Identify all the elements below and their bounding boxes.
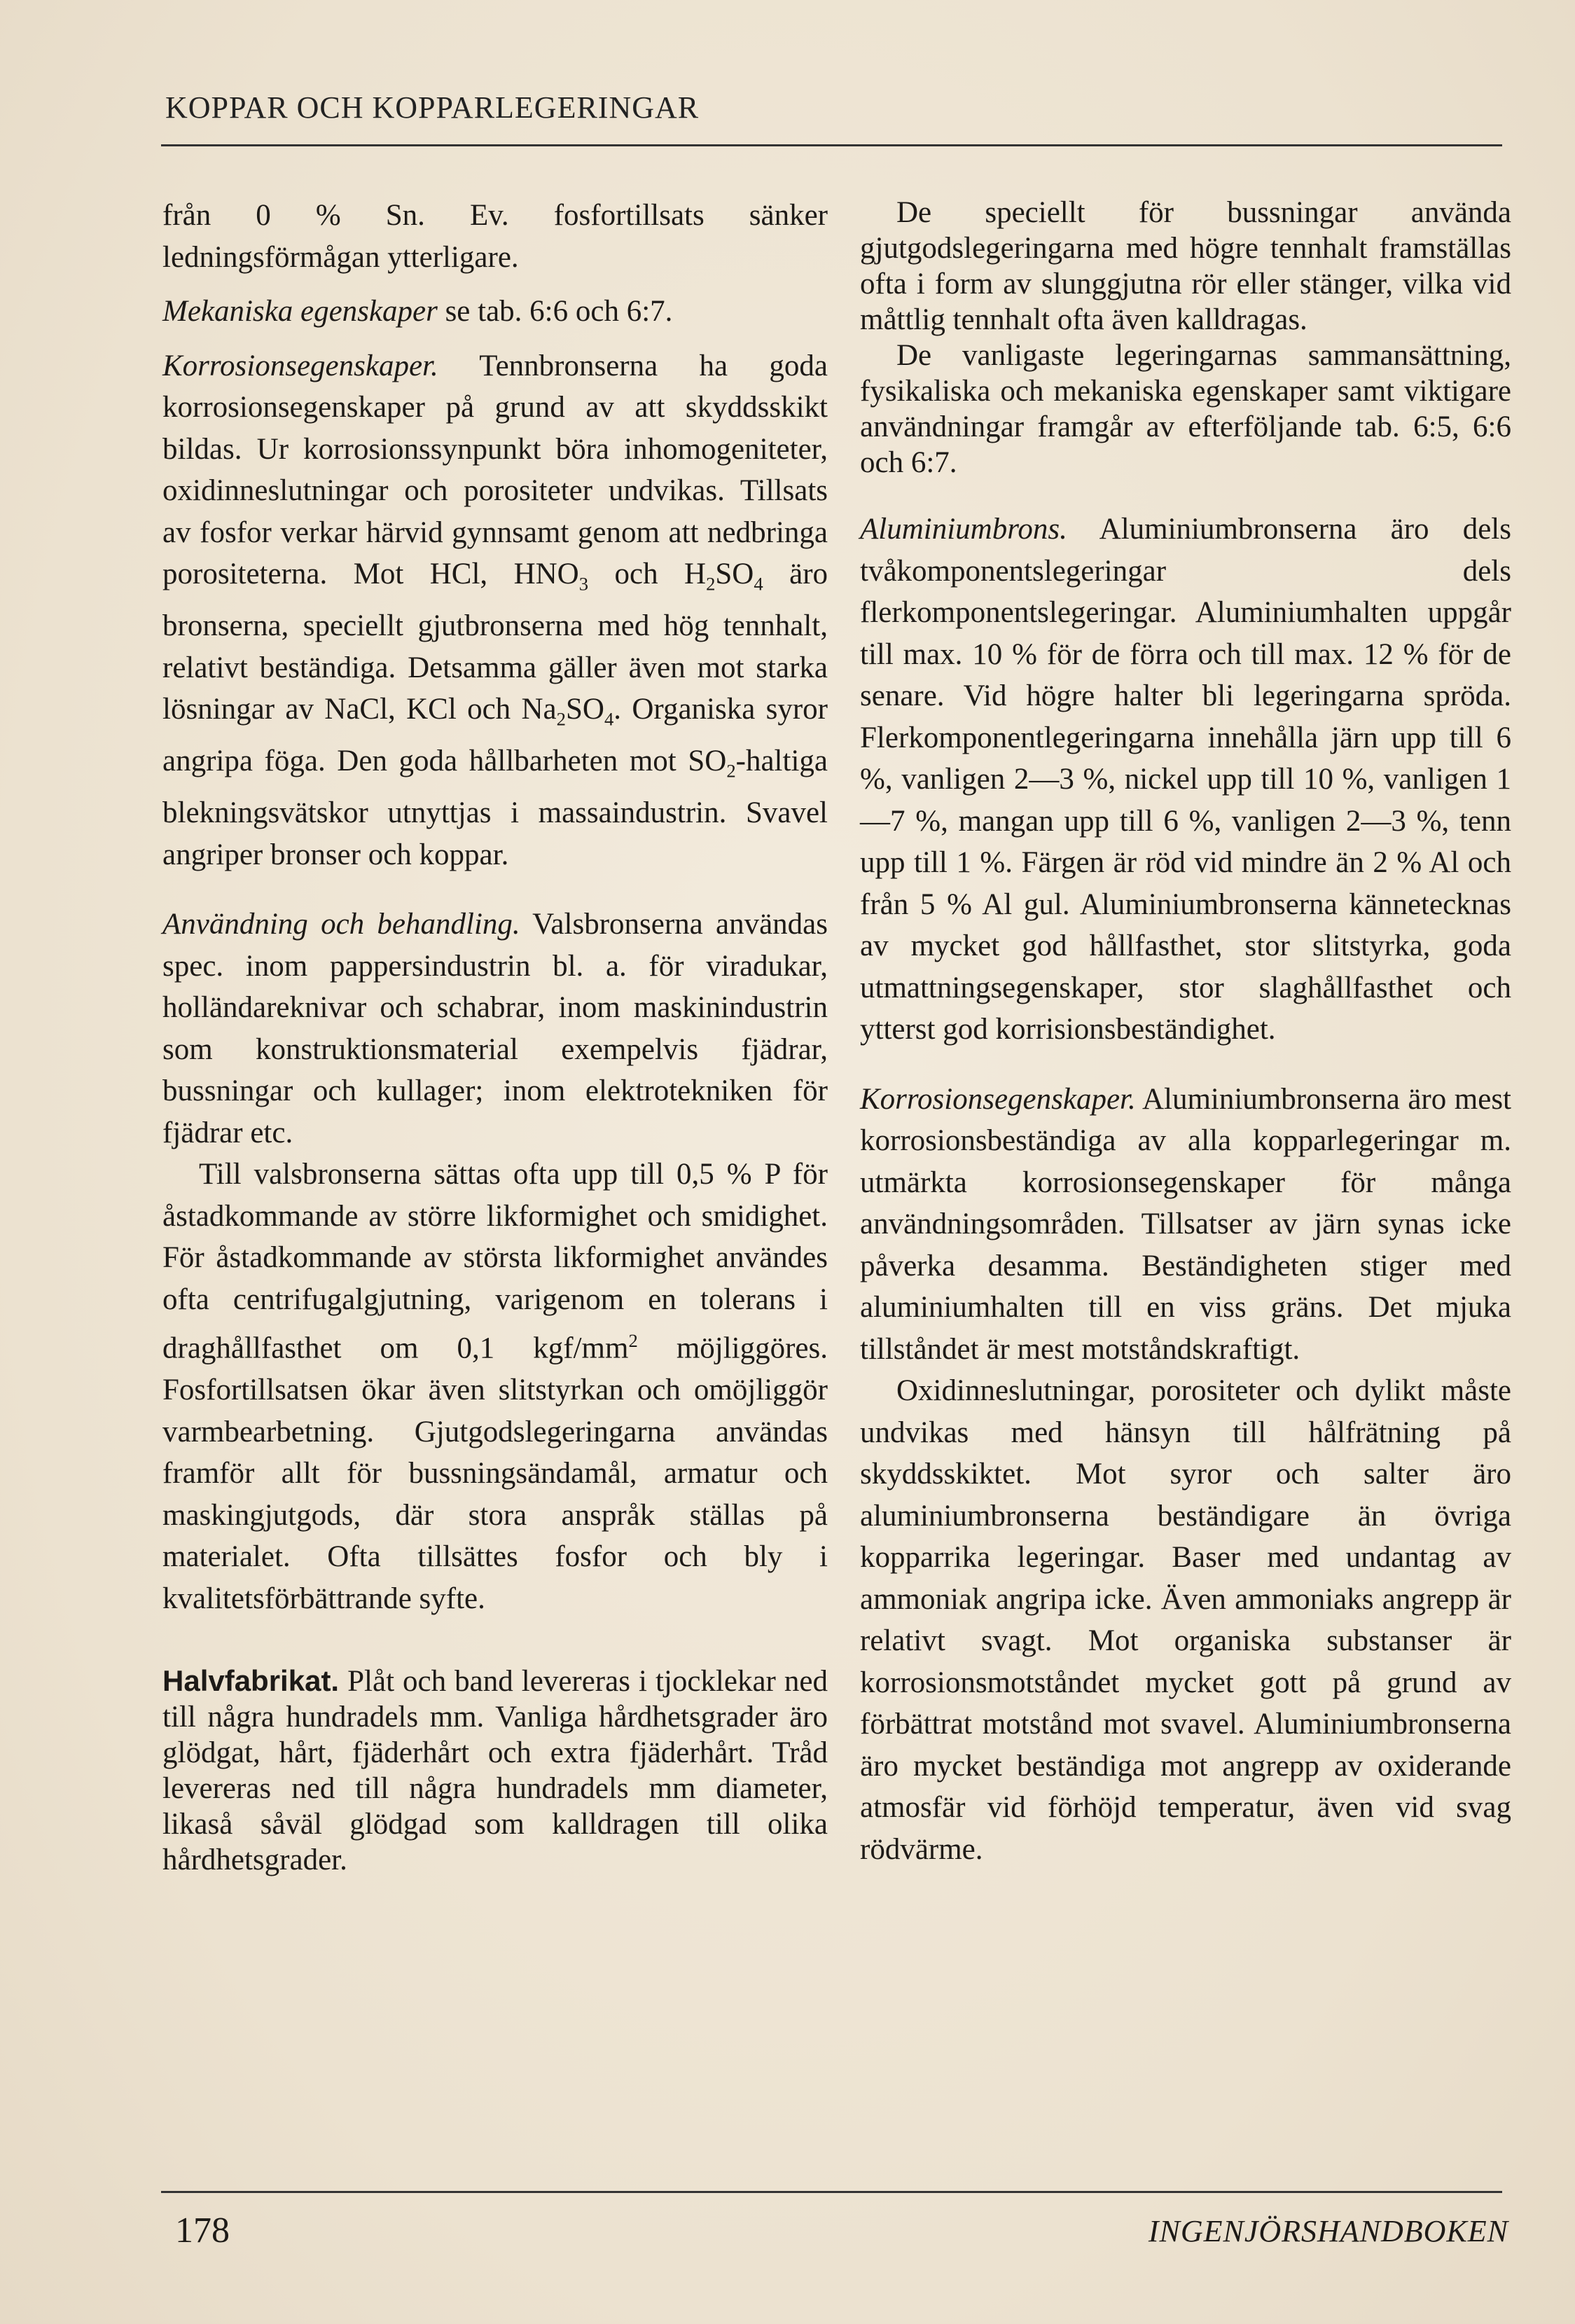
paragraph: Oxidinneslutningar, porositeter och dylikt måste undvikas med hänsyn till hålfrätning på skyddsskiktet. Mot syror och salter äro aluminiumbronserna beständigare än övriga kopparrika legeringar. Baser med undantag av ammoniak angripa icke. Även ammoniaks angrepp är relativt svagt. Mot organiska substanser är korrosionsmotståndet mycket gott på grund av förbättrat motstånd mot svavel. Aluminiumbronserna äro mycket beständiga mot angrepp av oxiderande atmosfär vid förhöjd temperatur, även vid svag rödvärme.: [860, 1374, 1511, 1866]
paragraph: [162, 291, 828, 333]
subscript: 3: [578, 573, 589, 595]
paragraph-text: Plåt och band levereras i tjocklekar ned till några hundradels mm. Vanliga hårdhetsgrader äro glödgat, hårt, fjäderhårt och extra fjäderhårt. Tråd levereras ned till några hundradels mm diameter, likaså såväl glödgad som kalldragen till olika hårdhetsgrader.: [162, 1665, 828, 1877]
right-column: [860, 195, 1511, 1870]
paragraph-text: möjliggöres. Fosfortillsatsen ökar även slitstyrkan och omöjliggör varmbearbetning. Gjutgodslegeringarna användas framför allt för bussningsändamål, armatur och maskingjutgods, där stora anspråk ställas på materialet. Ofta tillsättes fosfor och bly i kvalitetsförbättrande syfte.: [162, 1332, 828, 1615]
paragraph-text: Aluminiumbronserna äro dels tvåkomponentslegeringar dels flerkomponentslegeringar. Aluminiumhalten uppgår till max. 10 % för de förra och till max. 12 % för de senare. Vid högre halter bli legeringarna spröda. Flerkomponentlegeringarna innehålla järn upp till 6 %, vanligen 2—3 %, nickel upp till 10 %, vanligen 1—7 %, mangan upp till 6 %, vanligen 2—3 %, tenn upp till 1 %. Färgen är röd vid mindre än 2 % Al och från 5 % Al gul. Aluminiumbronserna kännetecknas av mycket god hållfasthet, stor slitstyrka, goda utmattningsegenskaper, stor slaghållfasthet och ytterst god korrisionsbeständighet.: [860, 513, 1511, 1046]
paragraph-text: SO: [715, 558, 754, 590]
paragraph-text: Tennbronserna ha goda korrosionsegenskaper på grund av att skyddsskikt bildas. Ur korrosionssynpunkt böra inhomogeniteter, oxidinneslutningar och porositeter undvikas. Tillsats av fosfor verkar härvid gynnsamt genom att nedbringa porositeterna. Mot HCl, HNO: [162, 349, 828, 590]
subscript: 2: [556, 708, 566, 730]
paragraph: De vanligaste legeringarnas sammansättning, fysikaliska och mekaniska egenskaper samt viktigare användningar framgår av efterföljande tab. 6:5, 6:6 och 6:7.: [860, 339, 1511, 479]
superscript: 2: [628, 1330, 638, 1352]
paragraph: [162, 1154, 828, 1619]
section-heading: Korrosionsegenskaper.: [860, 1082, 1136, 1116]
paragraph: De speciellt för bussningar använda gjutgodslegeringarna med högre tennhalt framställas ofta i form av slunggjutna rör eller stänger, vilka vid måttlig tennhalt ofta även kalldragas.: [860, 196, 1511, 336]
section-heading: Aluminiumbrons.: [860, 513, 1067, 546]
paragraph: [162, 904, 828, 1154]
subscript: 2: [706, 573, 716, 595]
paragraph-text: . Organiska syror angripa föga. Den goda hållbarheten mot SO: [162, 693, 828, 778]
paragraph-text: äro bronserna, speciellt gjutbronserna med hög tennhalt, relativt beständiga. Detsamma gäller även mot starka lösningar av NaCl, KCl och Na: [162, 558, 828, 726]
paragraph: [860, 509, 1511, 1051]
subscript: 2: [726, 760, 736, 782]
book-title: INGENJÖRSHANDBOKEN: [1148, 2214, 1508, 2248]
paragraph-text: Till valsbronserna sättas ofta upp till 0,5 % P för åstadkommande av större likformighet och smidighet. För åstadkommande av största likformighet användes ofta centrifugalgjutning, varigenom en tolerans i draghållfasthet om 0,1 kgf/mm: [162, 1158, 828, 1365]
page-number: 178: [175, 2211, 230, 2250]
paragraph-text: se tab. 6:6 och 6:7.: [437, 295, 673, 328]
section-heading: Halvfabrikat.: [162, 1664, 340, 1698]
left-column: [162, 195, 828, 1878]
header-rule: [161, 144, 1502, 146]
paragraph: [860, 1079, 1511, 1371]
subscript: 4: [604, 708, 614, 730]
paragraph: [162, 345, 828, 876]
running-title: KOPPAR OCH KOPPARLEGERINGAR: [165, 90, 700, 125]
paragraph-text: SO: [565, 693, 604, 726]
paragraph: från 0 % Sn. Ev. fosfortillsats sänker ledningsförmågan ytterligare.: [162, 199, 828, 274]
paragraph-text: Valsbronserna användas spec. inom pappersindustrin bl. a. för viradukar, holländareknivar och schabrar, inom maskinindustrin som konstruktionsmaterial exempelvis fjädrar, bussningar och kullager; inom elektrotekniken för fjädrar etc.: [162, 908, 828, 1149]
section-heading: Korrosionsegenskaper.: [162, 349, 438, 382]
section-heading: Användning och behandling.: [162, 908, 520, 941]
footer-rule: [161, 2191, 1502, 2193]
paragraph-text: -haltiga blekningsvätskor utnyttjas i massaindustrin. Svavel angriper bronser och koppar.: [162, 745, 828, 871]
subscript: 4: [754, 573, 763, 595]
paragraph: [162, 1663, 828, 1878]
paragraph-text: Aluminiumbronserna äro mest korrosionsbeständiga av alla kopparlegeringar m. utmärkta korrosionsegenskaper för många användningsområden. Tillsatser av järn synas icke påverka desamma. Beständigheten stiger med aluminiumhalten till en viss gräns. Det mjuka tillståndet är mest motståndskraftigt.: [860, 1082, 1511, 1366]
paragraph-text: och H: [588, 558, 707, 590]
section-heading: Mekaniska egenskaper: [162, 295, 438, 328]
